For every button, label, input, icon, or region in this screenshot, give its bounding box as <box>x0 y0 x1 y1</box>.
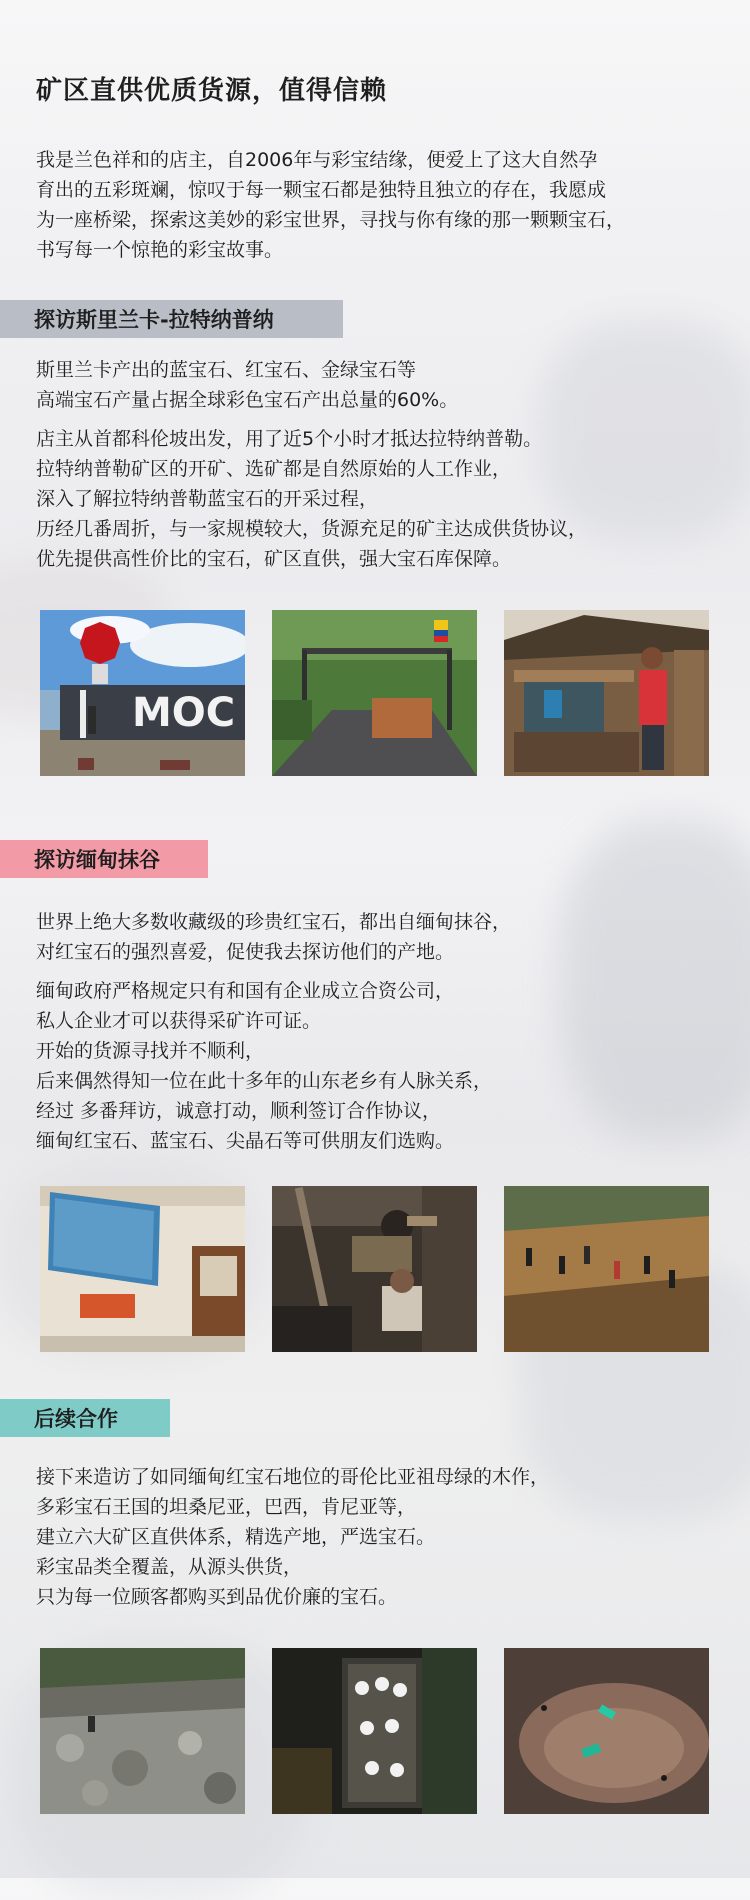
photo-rocky-riverbed <box>40 1648 245 1814</box>
sri-lanka-paragraph-2: 店主从首都科伦坡出发，用了近5个小时才抵达拉特纳普勒。 拉特纳普勒矿区的开矿、选矿都是自然原始的人工作业， 深入了解拉特纳普勒蓝宝石的开采过程， 历经几番周折，与一家规模较大，货源充足的矿主达成供货协议， 优先提供高性价比的宝石，矿区直供，强大宝石库保障。 <box>36 428 588 570</box>
photo-mine-gate <box>272 610 477 776</box>
photo-mining-field <box>504 1186 709 1352</box>
section-tag-cooperation: 后续合作 <box>0 1399 170 1437</box>
photo-company-sign <box>40 1186 245 1352</box>
sri-lanka-photo-row <box>40 610 710 776</box>
cooperation-photo-row <box>40 1648 710 1814</box>
intro-paragraph: 我是兰色祥和的店主，自2006年与彩宝结缘，便爱上了这大自然孕 育出的五彩斑斓，惊叹于每一颗宝石都是独特且独立的存在，我愿成 为一座桥梁，探索这美妙的彩宝世界，寻找与你有缘的那一颗颗宝石， 书写每一个惊艳的彩宝故事。 <box>36 149 626 261</box>
photo-miners-shaft <box>272 1186 477 1352</box>
section-tag-sri-lanka: 探访斯里兰卡-拉特纳普纳 <box>0 300 343 338</box>
page-title: 矿区直供优质货源，值得信赖 <box>36 76 388 106</box>
myanmar-paragraph-1: 世界上绝大多数收藏级的珍贵红宝石，都出自缅甸抹谷， 对红宝石的强烈喜爱，促使我去探访他们的产地。 <box>36 911 512 963</box>
myanmar-paragraph-2: 缅甸政府严格规定只有和国有企业成立合资公司， 私人企业才可以获得采矿许可证。 开始的货源寻找并不顺利， 后来偶然得知一位在此十多年的山东老乡有人脉关系， 经过 多番拜访，诚意打动，顺利签订合作协议， 缅甸红宝石、蓝宝石、尖晶石等可供朋友们选购。 <box>36 980 493 1152</box>
section-tag-myanmar: 探访缅甸抹谷 <box>0 840 208 878</box>
photo-moc-sign <box>40 610 245 776</box>
moc-sign-text: MOC <box>132 690 236 736</box>
photo-emeralds-in-hand <box>504 1648 709 1814</box>
photo-mine-elevator <box>272 1648 477 1814</box>
myanmar-photo-row <box>40 1186 710 1352</box>
photo-miner-workshop <box>504 610 709 776</box>
sri-lanka-paragraph-1: 斯里兰卡产出的蓝宝石、红宝石、金绿宝石等 高端宝石产量占据全球彩色宝石产出总量的60%。 <box>36 359 459 411</box>
cooperation-paragraph: 接下来造访了如同缅甸红宝石地位的哥伦比亚祖母绿的木作， 多彩宝石王国的坦桑尼亚，巴西，肯尼亚等， 建立六大矿区直供体系，精选产地，严选宝石。 彩宝品类全覆盖，从源头供货， 只为每一位顾客都购买到品优价廉的宝石。 <box>36 1466 550 1608</box>
